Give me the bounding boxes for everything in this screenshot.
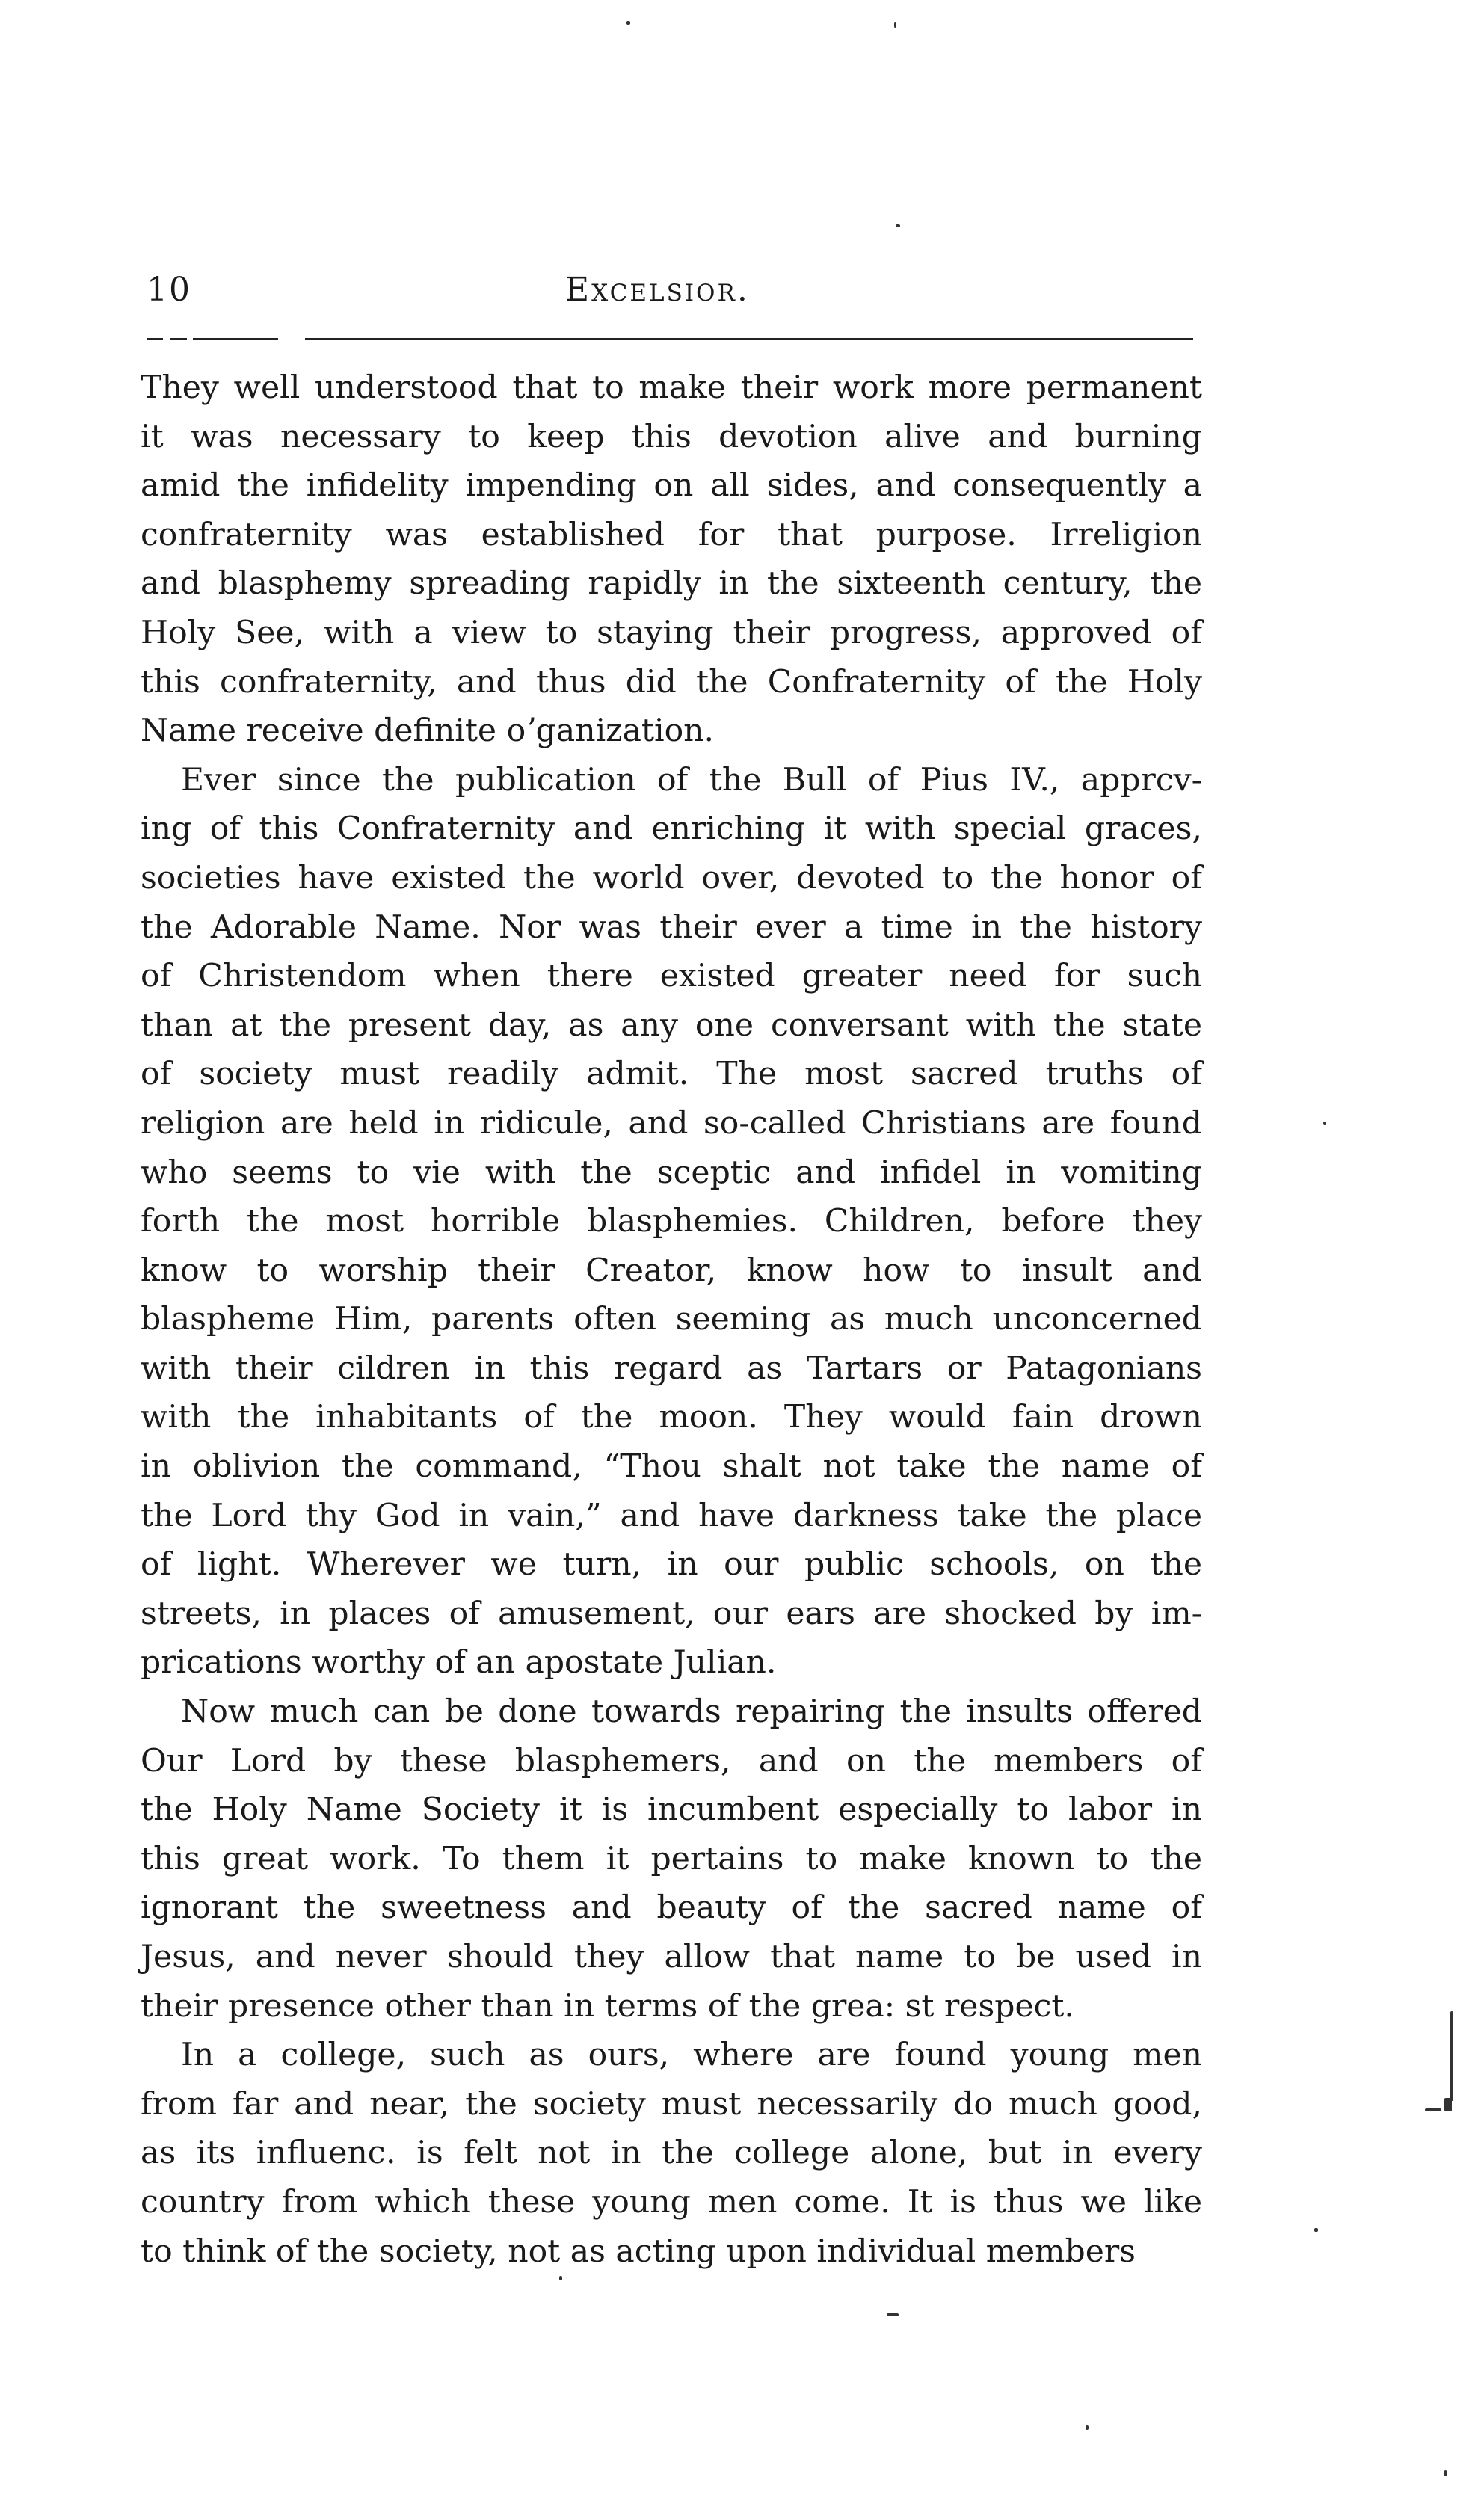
running-head: Excelsior.	[565, 271, 750, 309]
text-line: prications worthy of an apostate Julian.	[141, 1644, 777, 1682]
text-line: the Lord thy God in vain,” and have darkness take the place	[141, 1497, 1202, 1534]
scan-speck	[626, 21, 630, 25]
scan-mark	[1425, 2108, 1441, 2111]
text-line: ignorant the sweetness and beauty of the sacred name of	[141, 1889, 1202, 1927]
scan-speck	[887, 2313, 899, 2316]
text-line: it was necessary to keep this devotion alive and burning	[141, 418, 1202, 455]
text-line: Now much can be done towards repairing the insults offered	[181, 1693, 1202, 1731]
text-line: societies have existed the world over, devoted to the honor of	[141, 859, 1202, 896]
text-line: religion are held in ridicule, and so-called Christians are found	[141, 1104, 1202, 1142]
text-line: Jesus, and never should they allow that name to be used in	[141, 1939, 1202, 1975]
paragraph	[141, 363, 1202, 756]
text-line: ing of this Confraternity and enriching it with special graces,	[141, 810, 1202, 848]
text-line: in oblivion the command, “Thou shalt not take the name of	[141, 1448, 1202, 1486]
text-line: of light. Wherever we turn, in our public schools, on the	[141, 1546, 1202, 1584]
text-line: this confraternity, and thus did the Confraternity of the Holy	[141, 663, 1202, 701]
text-line: streets, in places of amusement, our ears are shocked by im-	[141, 1595, 1202, 1632]
scan-speck	[1444, 2470, 1447, 2476]
scan-speck	[1323, 1122, 1326, 1125]
scan-mark	[1450, 2011, 1453, 2101]
scan-speck	[1314, 2228, 1318, 2232]
scan-speck	[896, 224, 900, 227]
text-line: than at the present day, as any one conversant with the state	[141, 1006, 1202, 1044]
text-line: country from which these young men come. It is thus we like	[141, 2183, 1202, 2221]
scan-mark	[1444, 2098, 1452, 2111]
scan-speck	[559, 2276, 562, 2280]
text-line: the Adorable Name. Nor was their ever a time in the history	[141, 908, 1202, 946]
page-number: 10	[147, 271, 191, 309]
text-line: the Holy Name Society it is incumbent especially to labor in	[141, 1791, 1202, 1829]
text-line: who seems to vie with the sceptic and infidel in vomiting	[141, 1154, 1202, 1191]
text-line: know to worship their Creator, know how to insult and	[141, 1252, 1202, 1289]
text-line: confraternity was established for that purpose. Irreligion	[141, 516, 1202, 553]
text-line: blaspheme Him, parents often seeming as much unconcerned	[141, 1301, 1202, 1338]
text-line: as its influenc․ is felt not in the college alone, but in every	[141, 2135, 1202, 2172]
text-line: Name receive definite oʼganization.	[141, 713, 715, 750]
text-line: They well understood that to make their work more permanent	[141, 369, 1202, 406]
paragraph	[141, 2031, 1202, 2276]
rule-break	[278, 336, 305, 342]
text-line: with their cildren in this regard as Tartars or Patagonians	[141, 1350, 1202, 1387]
text-line: to think of the society, not as acting upon individual members	[141, 2233, 1136, 2270]
text-line: Ever since the publication of the Bull of Pius IV., apprcv-	[181, 761, 1202, 799]
text-line: Holy See, with a view to staying their progress, approved of	[141, 614, 1202, 651]
paragraph	[141, 1688, 1202, 2031]
page-header	[147, 271, 1193, 323]
text-line: In a college, such as ours, where are found young men	[181, 2037, 1202, 2074]
text-line: of Christendom when there existed greater need for such	[141, 958, 1202, 995]
text-line: their presence other than in terms of the grea: st respect.	[141, 1987, 1075, 2025]
text-line: forth the most horrible blasphemies. Children, before they	[141, 1203, 1202, 1240]
scan-speck	[894, 22, 896, 28]
paragraph	[141, 756, 1202, 1688]
rule-break	[187, 336, 193, 342]
rule-break	[163, 336, 170, 342]
text-line: of society must readily admit. The most sacred truths of	[141, 1056, 1202, 1093]
text-line: this great work. To them it pertains to make known to the	[141, 1840, 1202, 1877]
scan-speck	[1086, 2425, 1089, 2430]
text-line: and blasphemy spreading rapidly in the sixteenth century, the	[141, 565, 1202, 603]
text-line: amid the infidelity impending on all sides, and consequently a	[141, 467, 1202, 505]
text-line: Our Lord by these blasphemers, and on the members of	[141, 1742, 1202, 1779]
text-line: from far and near, the society must necessarily do much good,	[141, 2085, 1202, 2123]
body-text	[141, 363, 1202, 2276]
text-line: with the inhabitants of the moon. They would fain drown	[141, 1399, 1202, 1436]
